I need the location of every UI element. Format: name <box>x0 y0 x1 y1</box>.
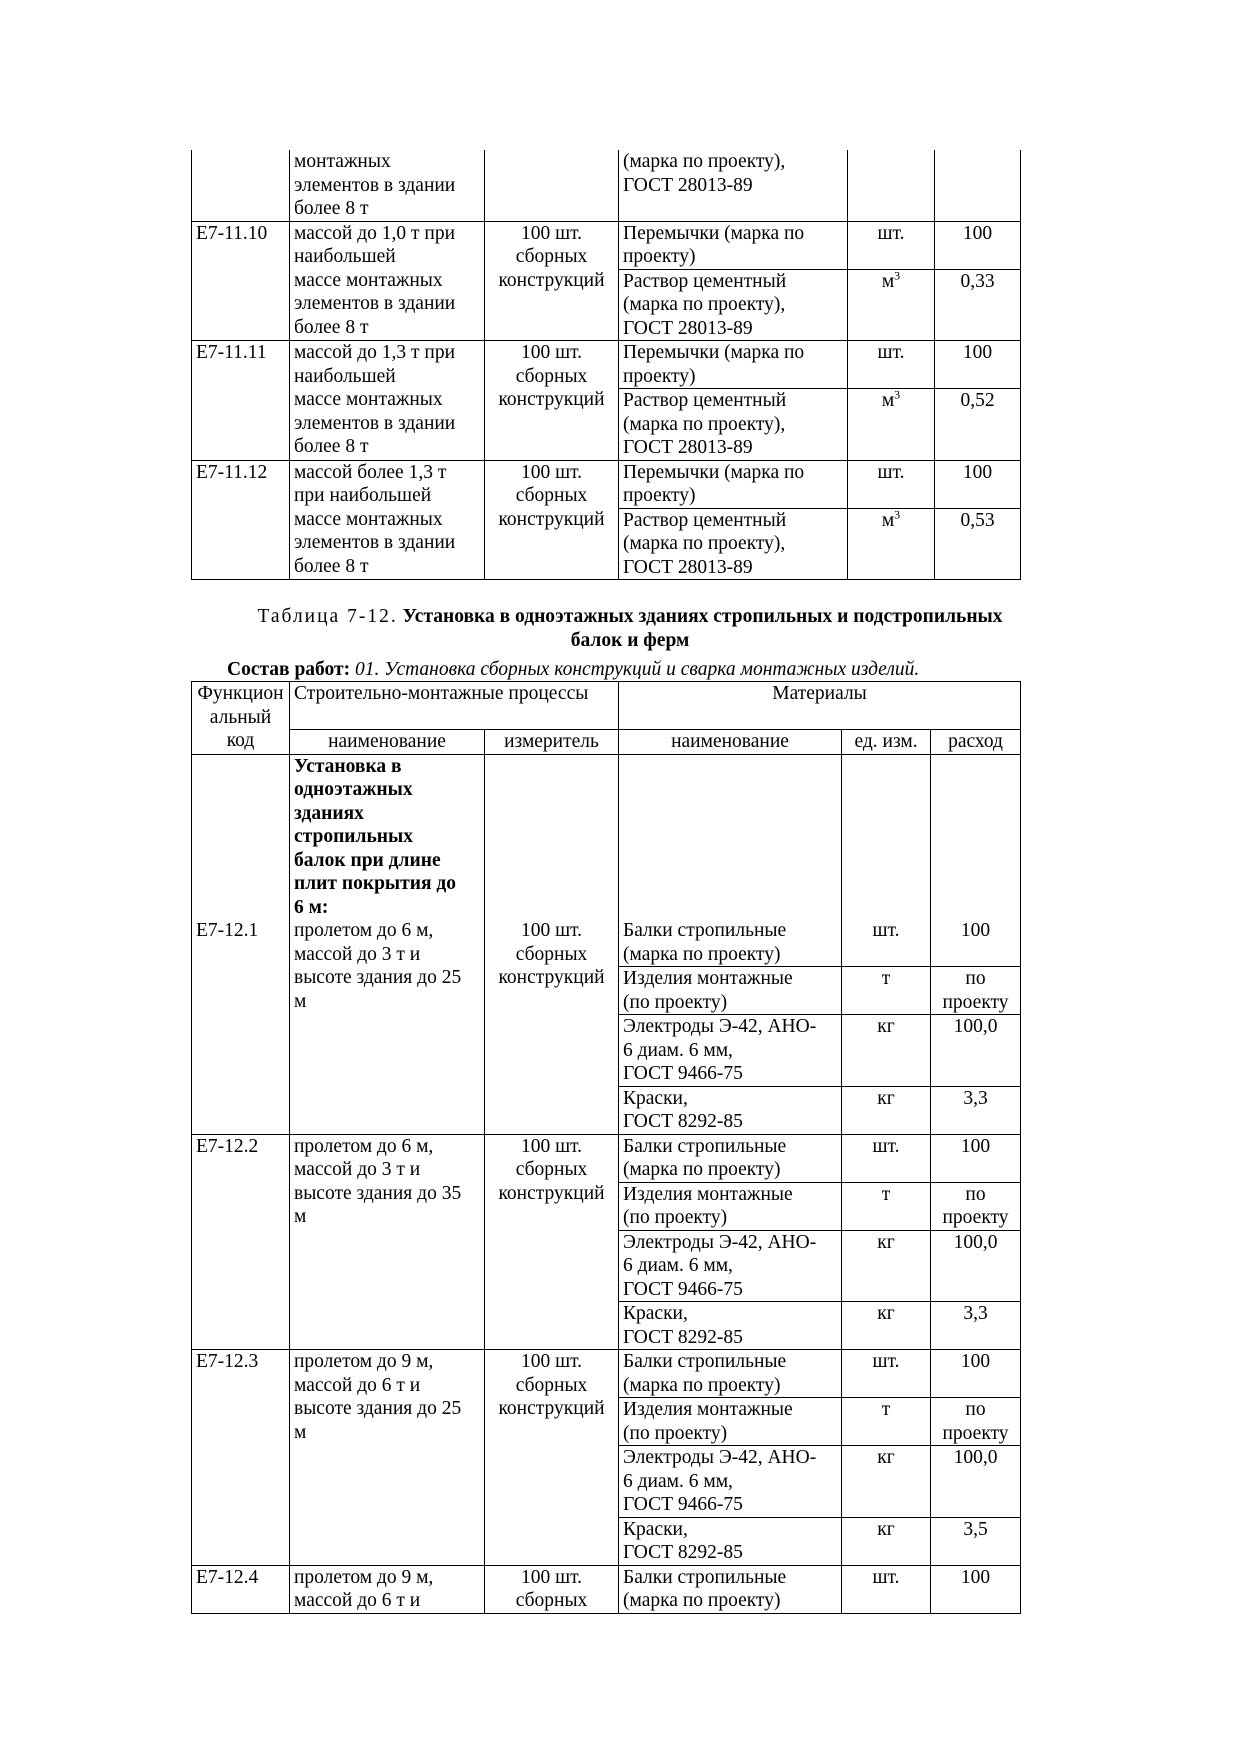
process-text: массой до 3 т и <box>294 1159 421 1180</box>
material-unit-cell <box>842 1517 931 1565</box>
unit-text: сборных <box>515 485 588 506</box>
material-text: 6 диам. 6 мм, <box>623 1255 733 1276</box>
material-text: ГОСТ 9466-75 <box>623 1063 743 1084</box>
material-qty: 3,3 <box>963 1087 988 1109</box>
material-text: Раствор цементный <box>623 270 787 292</box>
process-text: м <box>294 990 307 1012</box>
material-unit: м <box>881 509 895 531</box>
material-text: (по проекту) <box>623 991 728 1013</box>
unit-cell <box>485 919 619 1134</box>
material-text: проекту) <box>623 246 696 267</box>
material-unit-cell <box>842 1398 931 1446</box>
function-code: Е7-11.10 <box>196 222 268 244</box>
material-name-cell <box>619 1182 842 1230</box>
unit-text: конструкций <box>498 389 605 410</box>
section-row <box>192 754 1021 919</box>
code-cell <box>192 919 290 1134</box>
code-cell <box>192 341 290 461</box>
material-name-cell <box>619 508 848 580</box>
header-text: расход <box>948 731 1003 752</box>
unit-text: 100 шт. <box>520 1135 583 1157</box>
material-name-cell <box>619 754 842 919</box>
table-caption <box>191 605 1069 652</box>
material-qty-cell <box>931 754 1021 919</box>
process-text: при наибольшей <box>294 485 432 506</box>
process-text: массой до 1,0 т при <box>294 222 456 244</box>
code-cell <box>192 150 290 221</box>
material-unit-cell <box>842 967 931 1015</box>
header-code <box>192 682 290 755</box>
material-qty-cell <box>931 1230 1021 1302</box>
material-text: Раствор цементный <box>623 509 787 531</box>
table-row <box>192 341 1021 389</box>
unit-cell <box>485 460 619 580</box>
material-unit: кг <box>877 1231 895 1253</box>
process-text: высоте здания до 25 <box>294 967 462 988</box>
material-text: Изделия монтажные <box>623 968 793 989</box>
unit-superscript: 3 <box>894 268 901 282</box>
unit-text: конструкций <box>498 967 605 988</box>
process-text: более 8 т <box>294 198 369 219</box>
section-title-text: Установка в <box>294 755 402 777</box>
process-cell <box>290 150 485 221</box>
header-text: ед. изм. <box>854 731 918 752</box>
table-7-12 <box>191 681 1021 1614</box>
material-unit-cell <box>842 1182 931 1230</box>
material-qty: проекту <box>942 991 1009 1013</box>
material-unit: кг <box>877 1016 895 1037</box>
table-row-continuation <box>192 150 1021 221</box>
material-qty-cell <box>935 389 1021 461</box>
process-text: м <box>294 1206 307 1227</box>
header-meter <box>485 730 619 755</box>
process-text: пролетом до 9 м, <box>294 1351 434 1372</box>
unit-text: 100 шт. <box>520 1351 583 1372</box>
material-text: Перемычки (марка по <box>623 222 805 244</box>
material-qty-cell <box>931 1134 1021 1182</box>
material-text: 6 диам. 6 мм, <box>623 1039 733 1061</box>
material-text: ГОСТ 28013-89 <box>623 556 753 578</box>
material-text: (по проекту) <box>623 1422 728 1444</box>
function-code: Е7-11.11 <box>196 342 267 363</box>
process-text: массе монтажных <box>294 389 443 410</box>
unit-text: 100 шт. <box>520 342 583 363</box>
material-text: (марка по проекту) <box>623 1590 781 1611</box>
material-name-cell <box>619 1134 842 1182</box>
material-unit-cell <box>842 754 931 919</box>
header-processes <box>290 682 619 730</box>
material-name-cell <box>619 389 848 461</box>
code-cell <box>192 221 290 341</box>
table-row <box>192 1350 1021 1398</box>
material-qty: по <box>965 1183 986 1205</box>
section-title-text: стропильных <box>294 826 413 847</box>
material-qty-cell <box>931 1086 1021 1134</box>
material-unit-cell <box>848 341 935 389</box>
code-cell <box>192 1565 290 1613</box>
material-text: (по проекту) <box>623 1207 728 1228</box>
work-composition <box>227 658 1047 682</box>
material-qty-cell <box>931 1015 1021 1087</box>
material-qty: 0,53 <box>960 509 995 531</box>
unit-text: сборных <box>515 943 588 965</box>
material-text: Электроды Э-42, АНО- <box>623 1447 817 1468</box>
function-code: Е7-12.3 <box>196 1351 259 1372</box>
material-name-cell <box>619 221 848 269</box>
material-unit-cell <box>848 389 935 461</box>
unit-cell <box>485 754 619 919</box>
material-unit-cell <box>842 1086 931 1134</box>
header-text: Функцион <box>197 683 284 704</box>
header-materials <box>619 682 1021 730</box>
process-text: пролетом до 6 м, <box>294 920 434 941</box>
header-text: Строительно-монтажные процессы <box>294 683 589 704</box>
material-qty: 3,5 <box>963 1518 988 1540</box>
process-text: высоте здания до 35 <box>294 1182 462 1204</box>
material-unit-cell <box>842 1230 931 1302</box>
material-unit-cell <box>842 919 931 967</box>
composition-text: 01. Установка сборных конструкций и сварка монтажных изделий. <box>355 659 920 680</box>
process-text: элементов в здании <box>294 412 456 434</box>
material-unit: кг <box>877 1087 895 1109</box>
unit-text: сборных <box>515 1374 588 1396</box>
material-qty: 100 <box>960 1135 991 1157</box>
code-cell <box>192 754 290 919</box>
material-text: (марка по проекту) <box>623 1374 781 1396</box>
header-text: альный <box>209 706 272 728</box>
material-qty-cell <box>931 1350 1021 1398</box>
table-title-line2: балок и ферм <box>570 629 690 651</box>
process-cell <box>290 919 485 1134</box>
process-text: элементов в здании <box>294 293 456 314</box>
material-name-cell <box>619 1446 842 1518</box>
material-text: проекту) <box>623 485 696 506</box>
unit-cell <box>485 221 619 341</box>
unit-text: сборных <box>515 1590 588 1611</box>
unit-text: 100 шт. <box>520 1566 583 1588</box>
material-qty: 100 <box>962 461 993 483</box>
material-unit: кг <box>877 1447 895 1468</box>
process-text: массой до 6 т и <box>294 1374 421 1396</box>
process-text: более 8 т <box>294 436 369 457</box>
material-qty: по <box>965 968 986 989</box>
process-cell <box>290 341 485 461</box>
material-unit: кг <box>877 1518 895 1540</box>
unit-text: конструкций <box>498 269 605 291</box>
material-name-cell <box>619 1517 842 1565</box>
material-text: (марка по проекту), <box>623 533 786 554</box>
unit-text: конструкций <box>498 1182 605 1204</box>
material-text: (марка по проекту) <box>623 943 781 965</box>
table-row <box>192 919 1021 967</box>
unit-text: 100 шт. <box>520 461 583 483</box>
material-text: ГОСТ 8292-85 <box>623 1111 743 1132</box>
material-name-cell <box>619 1086 842 1134</box>
material-unit: шт. <box>877 222 905 244</box>
material-qty-cell <box>935 460 1021 508</box>
material-qty: 100,0 <box>953 1231 998 1253</box>
material-text: (марка по проекту), <box>623 413 786 435</box>
material-unit-cell <box>848 221 935 269</box>
material-unit-cell <box>848 150 935 221</box>
material-unit: шт. <box>872 920 900 941</box>
material-text: Краски, <box>623 1087 688 1109</box>
material-qty: 100 <box>960 1351 991 1372</box>
material-text: Изделия монтажные <box>623 1399 793 1420</box>
header-mat-unit <box>842 730 931 755</box>
process-text: элементов в здании <box>294 532 456 553</box>
material-unit: м <box>881 390 895 411</box>
material-text: ГОСТ 28013-89 <box>623 437 753 458</box>
table-row <box>192 1565 1021 1613</box>
material-text: Электроды Э-42, АНО- <box>623 1016 817 1037</box>
process-text: наибольшей <box>294 365 396 387</box>
table-row <box>192 221 1021 269</box>
section-title-text: 6 м: <box>294 896 329 918</box>
process-text: элементов в здании <box>294 174 456 196</box>
material-text: (марка по проекту) <box>623 1159 781 1180</box>
header-text: измеритель <box>504 731 599 752</box>
material-qty-cell <box>931 1398 1021 1446</box>
material-unit: шт. <box>872 1351 900 1372</box>
material-qty: 0,33 <box>960 270 995 292</box>
process-cell <box>290 1134 485 1350</box>
unit-cell <box>485 1565 619 1613</box>
section-title-text: зданиях <box>294 802 364 824</box>
unit-text: 100 шт. <box>520 222 583 244</box>
function-code: Е7-11.12 <box>196 461 268 483</box>
material-qty-cell <box>931 919 1021 967</box>
material-qty: 100,0 <box>953 1447 998 1468</box>
header-text: наименование <box>671 731 789 752</box>
material-text: Балки стропильные <box>623 1566 787 1588</box>
header-mat-qty <box>931 730 1021 755</box>
unit-text: конструкций <box>498 508 605 530</box>
material-name-cell <box>619 269 848 341</box>
header-name <box>290 730 485 755</box>
section-title-text: одноэтажных <box>294 779 413 800</box>
material-name-cell <box>619 150 848 221</box>
material-qty-cell <box>931 1565 1021 1613</box>
material-unit: м <box>881 270 895 292</box>
material-unit: т <box>881 968 891 989</box>
unit-superscript: 3 <box>894 507 901 521</box>
unit-cell <box>485 341 619 461</box>
material-text: 6 диам. 6 мм, <box>623 1470 733 1492</box>
composition-label: Состав работ: <box>227 659 351 680</box>
process-cell <box>290 460 485 580</box>
material-text: Балки стропильные <box>623 1351 787 1372</box>
material-qty-cell <box>935 341 1021 389</box>
material-name-cell <box>619 967 842 1015</box>
material-qty-cell <box>931 967 1021 1015</box>
material-unit-cell <box>842 1015 931 1087</box>
process-text: массой до 3 т и <box>294 943 421 965</box>
process-text: пролетом до 9 м, <box>294 1566 434 1588</box>
material-qty: 0,52 <box>960 390 995 411</box>
process-cell <box>290 754 485 919</box>
table-number: Таблица 7-12. <box>257 606 398 627</box>
process-text: более 8 т <box>294 555 369 577</box>
function-code: Е7-12.2 <box>196 1135 259 1157</box>
material-unit: шт. <box>872 1566 900 1588</box>
unit-cell <box>485 150 619 221</box>
material-unit-cell <box>842 1565 931 1613</box>
material-text: (марка по проекту), <box>623 294 786 315</box>
material-name-cell <box>619 1015 842 1087</box>
material-qty: 100,0 <box>953 1016 998 1037</box>
process-text: наибольшей <box>294 246 396 267</box>
material-unit: шт. <box>877 461 905 483</box>
header-mat-name <box>619 730 842 755</box>
material-unit: т <box>881 1183 891 1205</box>
material-unit: кг <box>877 1303 895 1324</box>
unit-cell <box>485 1350 619 1566</box>
material-qty-cell <box>931 1446 1021 1518</box>
material-text: Электроды Э-42, АНО- <box>623 1231 817 1253</box>
header-row <box>192 730 1021 755</box>
function-code: Е7-12.1 <box>196 920 259 941</box>
material-unit: шт. <box>872 1135 900 1157</box>
material-qty-cell <box>931 1302 1021 1350</box>
material-name-cell <box>619 341 848 389</box>
material-qty: 100 <box>960 920 991 941</box>
code-cell <box>192 1350 290 1566</box>
table-7-11-continuation <box>191 150 1021 580</box>
material-name-cell <box>619 1398 842 1446</box>
material-unit-cell <box>842 1350 931 1398</box>
material-unit: шт. <box>877 342 905 363</box>
unit-text: конструкций <box>498 1398 605 1419</box>
unit-text: сборных <box>515 1159 588 1180</box>
table-title-line1: Установка в одноэтажных зданиях стропильных и подстропильных <box>402 606 1003 627</box>
process-text: массой до 6 т и <box>294 1590 421 1611</box>
material-name-cell <box>619 1230 842 1302</box>
material-text: Раствор цементный <box>623 390 787 411</box>
process-text: массе монтажных <box>294 508 443 530</box>
table-row <box>192 460 1021 508</box>
material-text: Краски, <box>623 1518 688 1540</box>
process-text: массой до 1,3 т при <box>294 342 456 363</box>
unit-cell <box>485 1134 619 1350</box>
material-text: ГОСТ 8292-85 <box>623 1542 743 1563</box>
process-text: пролетом до 6 м, <box>294 1135 434 1157</box>
material-text: Изделия монтажные <box>623 1183 793 1205</box>
material-qty: проекту <box>942 1207 1009 1228</box>
process-cell <box>290 221 485 341</box>
table-row <box>192 1134 1021 1182</box>
material-qty: 100 <box>962 222 993 244</box>
material-qty: по <box>965 1399 986 1420</box>
code-cell <box>192 460 290 580</box>
material-name-cell <box>619 460 848 508</box>
unit-text: 100 шт. <box>520 920 583 941</box>
process-text: высоте здания до 25 <box>294 1398 462 1419</box>
process-text: более 8 т <box>294 316 369 338</box>
material-text: Балки стропильные <box>623 920 787 941</box>
material-text: ГОСТ 28013-89 <box>623 317 753 339</box>
unit-text: сборных <box>515 246 588 267</box>
material-qty-cell <box>935 269 1021 341</box>
material-qty-cell <box>931 1182 1021 1230</box>
material-text: проекту) <box>623 365 696 387</box>
header-row <box>192 682 1021 730</box>
material-unit-cell <box>848 508 935 580</box>
process-cell <box>290 1565 485 1613</box>
material-qty-cell <box>935 221 1021 269</box>
material-text: (марка по проекту), <box>623 151 786 172</box>
unit-text: сборных <box>515 365 588 387</box>
header-text: наименование <box>328 731 446 752</box>
material-text: ГОСТ 9466-75 <box>623 1278 743 1300</box>
material-name-cell <box>619 1350 842 1398</box>
material-name-cell <box>619 1565 842 1613</box>
material-text: Перемычки (марка по <box>623 461 805 483</box>
section-title-text: плит покрытия до <box>294 873 457 894</box>
material-qty: проекту <box>942 1422 1009 1444</box>
material-unit: т <box>881 1399 891 1420</box>
material-text: ГОСТ 28013-89 <box>623 174 753 196</box>
material-unit-cell <box>842 1302 931 1350</box>
material-qty: 100 <box>960 1566 991 1588</box>
material-unit-cell <box>842 1446 931 1518</box>
material-qty-cell <box>935 508 1021 580</box>
material-unit-cell <box>842 1134 931 1182</box>
material-name-cell <box>619 1302 842 1350</box>
process-text: массе монтажных <box>294 269 443 291</box>
code-cell <box>192 1134 290 1350</box>
material-text: Краски, <box>623 1303 688 1324</box>
material-text: ГОСТ 8292-85 <box>623 1326 743 1348</box>
process-text: монтажных <box>294 151 391 172</box>
material-name-cell <box>619 919 842 967</box>
material-qty-cell <box>931 1517 1021 1565</box>
process-text: массой более 1,3 т <box>294 461 447 483</box>
unit-superscript: 3 <box>894 387 901 402</box>
header-text: код <box>226 730 255 751</box>
material-text: ГОСТ 9466-75 <box>623 1494 743 1515</box>
material-qty: 100 <box>962 342 993 363</box>
material-unit-cell <box>848 460 935 508</box>
process-text: м <box>294 1421 307 1443</box>
function-code: Е7-12.4 <box>196 1566 259 1588</box>
material-unit-cell <box>848 269 935 341</box>
section-title-text: балок при длине <box>294 849 441 871</box>
process-cell <box>290 1350 485 1566</box>
material-qty-cell <box>935 150 1021 221</box>
material-text: Перемычки (марка по <box>623 342 805 363</box>
material-qty: 3,3 <box>963 1303 988 1324</box>
header-text: Материалы <box>772 683 867 704</box>
material-text: Балки стропильные <box>623 1135 787 1157</box>
